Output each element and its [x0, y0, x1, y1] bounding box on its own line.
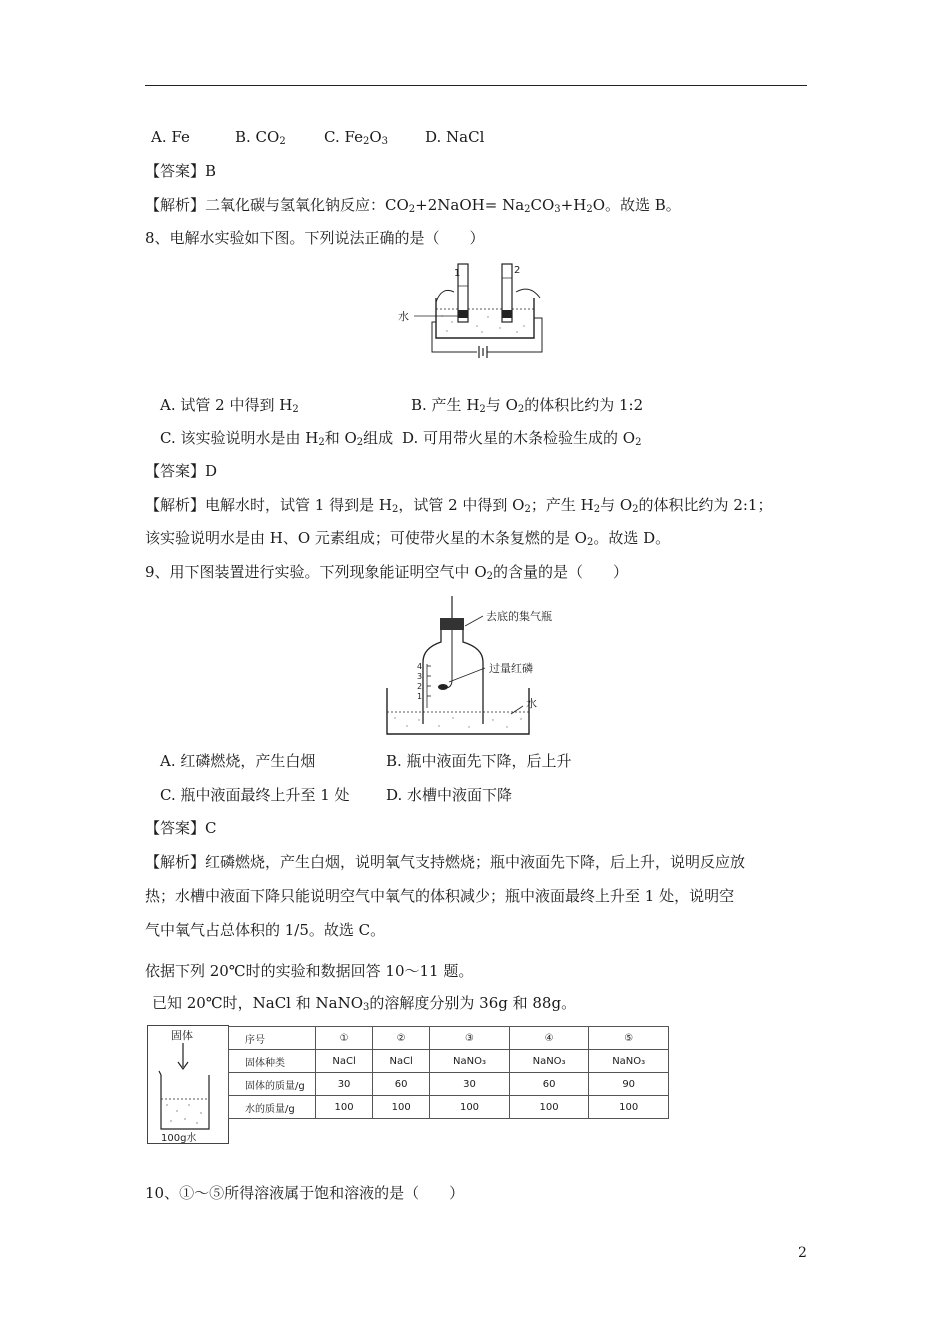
table-cell: ②	[373, 1027, 430, 1050]
table-cell: 100	[589, 1096, 669, 1119]
q8-analysis-line2: 该实验说明水是由 H、O 元素组成；可使带火星的木条复燃的是 $O_2$。故选 D。	[145, 529, 671, 548]
q9-option-a: A. 红磷燃烧，产生白烟	[160, 752, 316, 770]
table-cell: ①	[316, 1027, 373, 1050]
table-cell: 100	[316, 1096, 373, 1119]
table-cell: 100	[509, 1096, 589, 1119]
q7-options	[145, 127, 485, 147]
q8-option-a: A. 试管 2 中得到 $H_2$	[160, 396, 299, 415]
q7-analysis: 【解析】二氧化碳与氢氧化钠反应：$CO_2+2NaOH= Na_2CO_3+H_2O$。故选 B。	[145, 196, 681, 215]
table-cell: 60	[373, 1073, 430, 1096]
table-row	[229, 1073, 669, 1096]
q10-stem: 10、①～⑤所得溶液属于饱和溶液的是（ ）	[145, 1184, 465, 1202]
q7-option-c: C. $Fe_2O_3$	[324, 128, 389, 147]
table-cell: ④	[509, 1027, 589, 1050]
table-cell: ③	[430, 1027, 510, 1050]
q8-option-d: D. 可用带火星的木条检验生成的 $O_2$	[401, 429, 642, 448]
scale-mark-1: 1	[417, 692, 423, 701]
trough-water-label: 水	[526, 697, 537, 710]
q9-answer: 【答案】C	[145, 819, 217, 837]
q7-option-d: D. NaCl	[425, 128, 485, 146]
bottle-label: 去底的集气瓶	[486, 610, 552, 623]
table-cell: NaCl	[316, 1050, 373, 1073]
header-rule	[145, 85, 807, 86]
table-cell: ⑤	[589, 1027, 669, 1050]
experiment-table	[228, 1026, 669, 1119]
table-row	[229, 1027, 669, 1050]
q9-option-d: D. 水槽中液面下降	[386, 786, 513, 804]
tube2-label: 2	[514, 265, 521, 276]
known-solubility: 已知 20℃时，NaCl 和 NaNO$_3$的溶解度分别为 36g 和 88g。	[152, 994, 577, 1013]
q8-stem: 8、电解水实验如下图。下列说法正确的是（ ）	[145, 229, 485, 247]
scale-mark-2: 2	[417, 682, 423, 691]
row-header: 序号	[229, 1027, 316, 1050]
table-cell: 60	[509, 1073, 589, 1096]
q9-stem: 9、用下图装置进行实验。下列现象能证明空气中 $O_2$的含量的是（ ）	[145, 563, 629, 582]
table-cell: NaNO₃	[430, 1050, 510, 1073]
q9-analysis-line2: 热；水槽中液面下降只能说明空气中氧气的体积减少；瓶中液面最终上升至 1 处，说明空	[145, 887, 735, 905]
table-cell: 100	[373, 1096, 430, 1119]
oxygen-content-figure	[383, 596, 583, 738]
q8-option-c: C. 该实验说明水是由 $H_2$和 $O_2$组成	[160, 429, 394, 448]
q7-answer: 【答案】B	[145, 162, 217, 180]
electrolysis-figure	[392, 256, 552, 361]
row-header: 固体种类	[229, 1050, 316, 1073]
table-cell: 30	[430, 1073, 510, 1096]
q7-option-b: B. $CO_2$	[235, 128, 286, 147]
scale-mark-4: 4	[417, 662, 423, 671]
row-header: 固体的质量/g	[229, 1073, 316, 1096]
scale-mark-3: 3	[417, 672, 423, 681]
table-cell: 90	[589, 1073, 669, 1096]
solid-label: 固体	[171, 1029, 193, 1042]
q8-options-cd	[160, 428, 641, 448]
beaker-figure	[147, 1025, 229, 1145]
q9-analysis-line1: 【解析】红磷燃烧，产生白烟，说明氧气支持燃烧；瓶中液面先下降，后上升，说明反应放	[145, 853, 746, 871]
q8-answer: 【答案】D	[145, 462, 218, 480]
table-cell: NaCl	[373, 1050, 430, 1073]
table-row	[229, 1096, 669, 1119]
page-number: 2	[798, 1245, 807, 1261]
table-cell: 30	[316, 1073, 373, 1096]
q7-option-a: A. Fe	[151, 128, 190, 146]
table-cell: NaNO₃	[509, 1050, 589, 1073]
table-cell: NaNO₃	[589, 1050, 669, 1073]
table-cell: 100	[430, 1096, 510, 1119]
row-header: 水的质量/g	[229, 1096, 316, 1119]
q9-option-b: B. 瓶中液面先下降，后上升	[386, 752, 572, 770]
table-row	[229, 1050, 669, 1073]
q9-option-c: C. 瓶中液面最终上升至 1 处	[160, 786, 350, 804]
section-intro: 依据下列 20℃时的实验和数据回答 10～11 题。	[145, 962, 474, 980]
q8-analysis-line1: 【解析】电解水时，试管 1 得到是 $H_2$，试管 2 中得到 $O_2$；产生 $H_2$与 $O_2$的体积比约为 2:1；	[145, 496, 773, 515]
water-label: 水	[398, 310, 409, 323]
q9-analysis-line3: 气中氧气占总体积的 1/5。故选 C。	[145, 921, 386, 939]
q8-option-b: B. 产生 $H_2$与 $O_2$的体积比约为 1:2	[411, 396, 644, 415]
beaker-water-label: 100g水	[161, 1133, 197, 1144]
phosphorus-label: 过量红磷	[489, 662, 533, 675]
tube1-label: 1	[454, 268, 461, 279]
